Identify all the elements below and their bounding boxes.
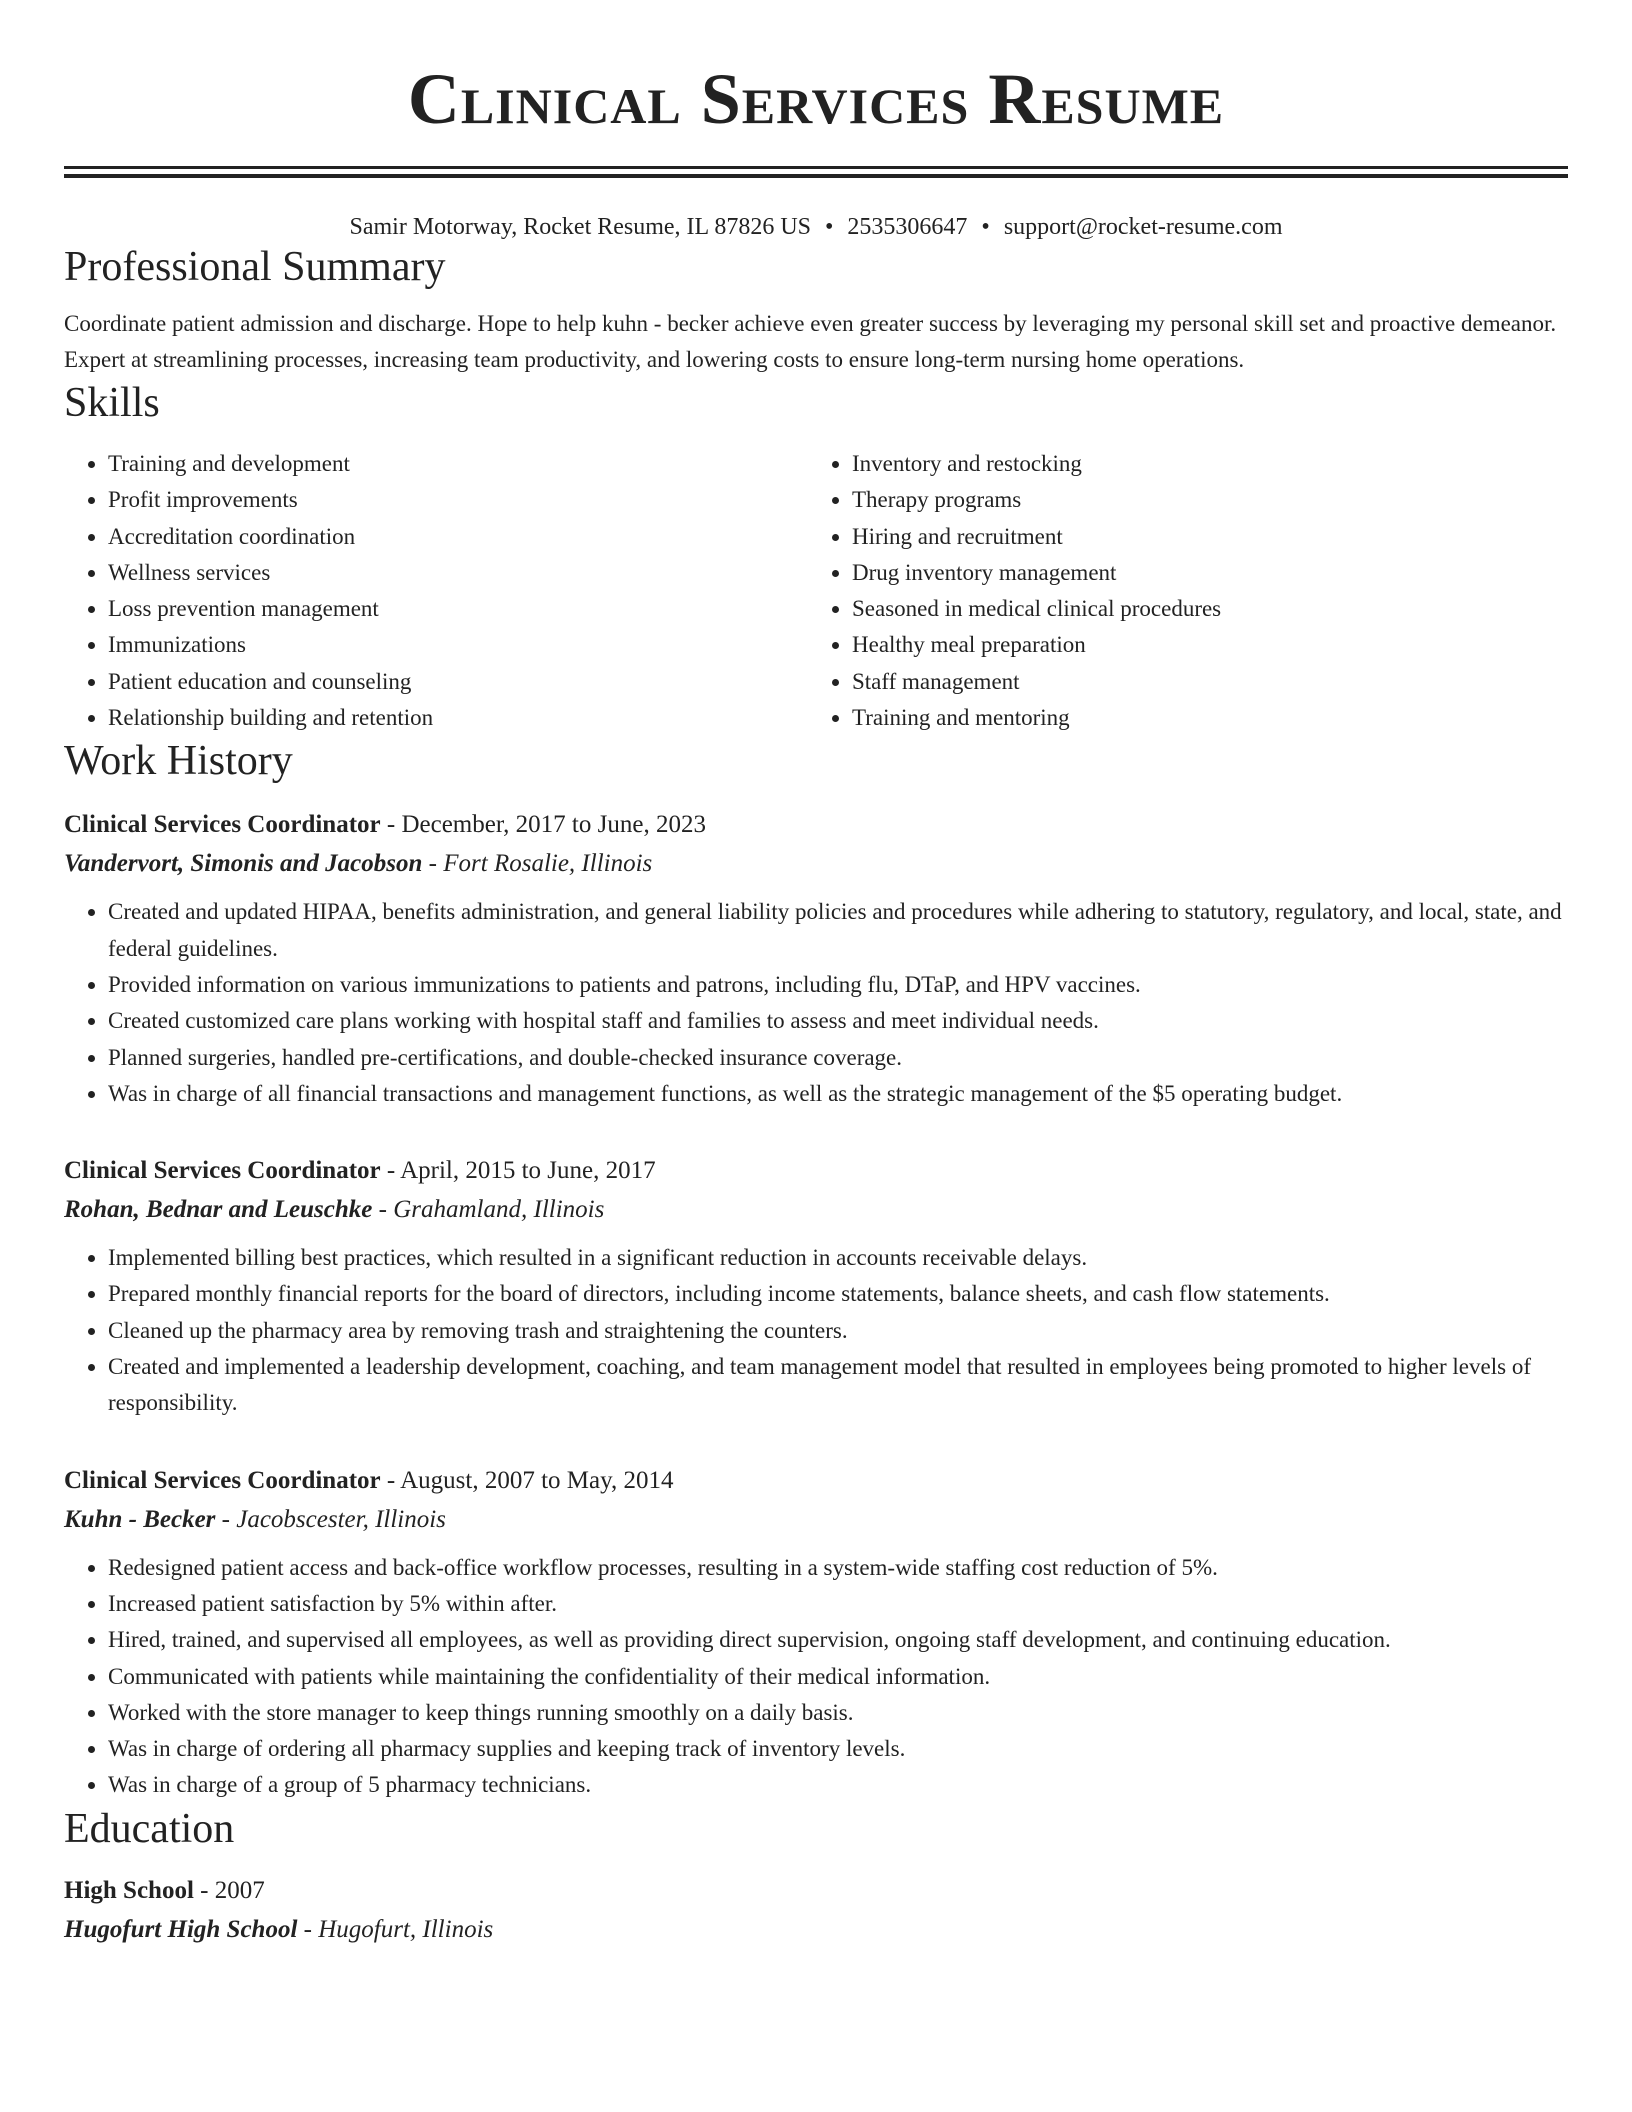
job-bullet: • Created and updated HIPAA, benefits administration, and general liability policies and procedures while adhering to statutory, regulatory, and local, state, and federal guidelines. (108, 894, 1568, 967)
skill-item: • Healthy meal preparation (852, 627, 1552, 663)
employer-line (64, 1190, 1568, 1230)
employer-line (64, 1500, 1568, 1540)
skill-item: • Therapy programs (852, 482, 1552, 518)
skill-item: • Staff management (852, 664, 1552, 700)
job-bullet: • Provided information on various immunizations to patients and patrons, including flu, DTaP, and HPV vaccines. (108, 967, 1568, 1003)
skill-item: • Immunizations (108, 627, 808, 663)
skill-item: • Profit improvements (108, 482, 808, 518)
contact-separator: • (825, 214, 834, 240)
job-title: Clinical Services Coordinator (64, 811, 381, 839)
job-entry (64, 806, 1568, 1112)
contact-phone: 2535306647 (847, 214, 968, 240)
resume-title: Clinical Services Resume (407, 59, 1225, 139)
school-line (64, 1910, 1568, 1950)
work-history-heading: Work History (64, 738, 293, 785)
skill-item: • Training and mentoring (852, 700, 1552, 736)
job-dates: - April, 2015 to June, 2017 (380, 1157, 656, 1185)
skills-columns (64, 446, 1568, 736)
employer-line (64, 844, 1568, 884)
skill-item: • Training and development (108, 446, 808, 482)
skill-item: • Loss prevention management (108, 591, 808, 627)
summary-heading: Professional Summary (64, 244, 446, 290)
skill-item: • Seasoned in medical clinical procedures (852, 591, 1552, 627)
job-bullet: • Created and implemented a leadership development, coaching, and team management model that resulted in employees being promoted to higher levels of responsibility. (108, 1349, 1568, 1422)
job-bullet: • Prepared monthly financial reports for the board of directors, including income statements, balance sheets, and cash flow statements. (108, 1276, 1568, 1312)
job-bullet: • Hired, trained, and supervised all employees, as well as providing direct supervision, ongoing staff development, and continuing education. (108, 1622, 1568, 1658)
skill-item: • Wellness services (108, 555, 808, 591)
school-location: - Hugofurt, Illinois (297, 1915, 494, 1943)
contact-line (64, 212, 1568, 242)
skill-item: • Drug inventory management (852, 555, 1552, 591)
skill-item: • Relationship building and retention (108, 700, 808, 736)
employer-name: Vandervort, Simonis and Jacobson (64, 850, 423, 878)
employer-name: Rohan, Bednar and Leuschke (64, 1196, 373, 1224)
job-entry (64, 1462, 1568, 1804)
job-bullet: • Was in charge of a group of 5 pharmacy technicians. (108, 1767, 1568, 1803)
job-dates: - December, 2017 to June, 2023 (380, 811, 706, 839)
job-bullets (64, 894, 1568, 1112)
job-title-line (64, 1152, 1568, 1190)
job-entry (64, 1152, 1568, 1421)
degree: High School (64, 1876, 194, 1904)
job-bullet: • Communicated with patients while maintaining the confidentiality of their medical information. (108, 1659, 1568, 1695)
skills-list-left (64, 446, 808, 736)
skill-item: • Accreditation coordination (108, 519, 808, 555)
job-bullet: • Planned surgeries, handled pre-certifications, and double-checked insurance coverage. (108, 1040, 1568, 1076)
contact-email: support@rocket-resume.com (1003, 214, 1283, 240)
employer-location: - Fort Rosalie, Illinois (422, 850, 653, 878)
graduation-year: - 2007 (193, 1876, 265, 1904)
job-bullet: • Redesigned patient access and back-office workflow processes, resulting in a system-wide staffing cost reduction of 5%. (108, 1550, 1568, 1586)
degree-line (64, 1872, 1568, 1910)
job-bullet: • Created customized care plans working with hospital staff and families to assess and meet individual needs. (108, 1003, 1568, 1039)
skills-heading: Skills (64, 380, 160, 426)
job-title: Clinical Services Coordinator (64, 1466, 381, 1494)
job-title-line (64, 806, 1568, 844)
employer-name: Kuhn - Becker (64, 1505, 216, 1533)
skill-item: • Patient education and counseling (108, 664, 808, 700)
education-heading: Education (64, 1805, 235, 1852)
contact-separator: • (981, 214, 990, 240)
job-bullets (64, 1550, 1568, 1804)
skill-item: • Hiring and recruitment (852, 519, 1552, 555)
employer-location: - Jacobscester, Illinois (215, 1505, 446, 1533)
title-rule-bottom (64, 174, 1568, 178)
job-bullet: • Implemented billing best practices, which resulted in a significant reduction in accounts receivable delays. (108, 1240, 1568, 1276)
job-dates: - August, 2007 to May, 2014 (380, 1466, 674, 1494)
job-bullet: • Increased patient satisfaction by 5% within after. (108, 1586, 1568, 1622)
title-rule-top (64, 166, 1568, 169)
job-bullet: • Was in charge of all financial transactions and management functions, as well as the strategic management of the $5 operating budget. (108, 1076, 1568, 1112)
education-entry (64, 1872, 1568, 1950)
skill-item: • Inventory and restocking (852, 446, 1552, 482)
summary-text: Coordinate patient admission and discharge. Hope to help kuhn - becker achieve even greater success by leveraging my personal skill set and proactive demeanor. Expert at streamlining processes, increasing team productivity, and lowering costs to ensure long-term nursing home operations. (64, 311, 1557, 372)
job-bullet: • Was in charge of ordering all pharmacy supplies and keeping track of inventory levels. (108, 1731, 1568, 1767)
contact-address: Samir Motorway, Rocket Resume, IL 87826 US (349, 214, 811, 240)
job-bullet: • Worked with the store manager to keep things running smoothly on a daily basis. (108, 1695, 1568, 1731)
school-name: Hugofurt High School (64, 1915, 298, 1943)
job-title: Clinical Services Coordinator (64, 1157, 381, 1185)
job-bullet: • Cleaned up the pharmacy area by removing trash and straightening the counters. (108, 1313, 1568, 1349)
job-title-line (64, 1462, 1568, 1500)
job-bullets (64, 1240, 1568, 1421)
employer-location: - Grahamland, Illinois (372, 1196, 605, 1224)
skills-list-right (808, 446, 1552, 736)
